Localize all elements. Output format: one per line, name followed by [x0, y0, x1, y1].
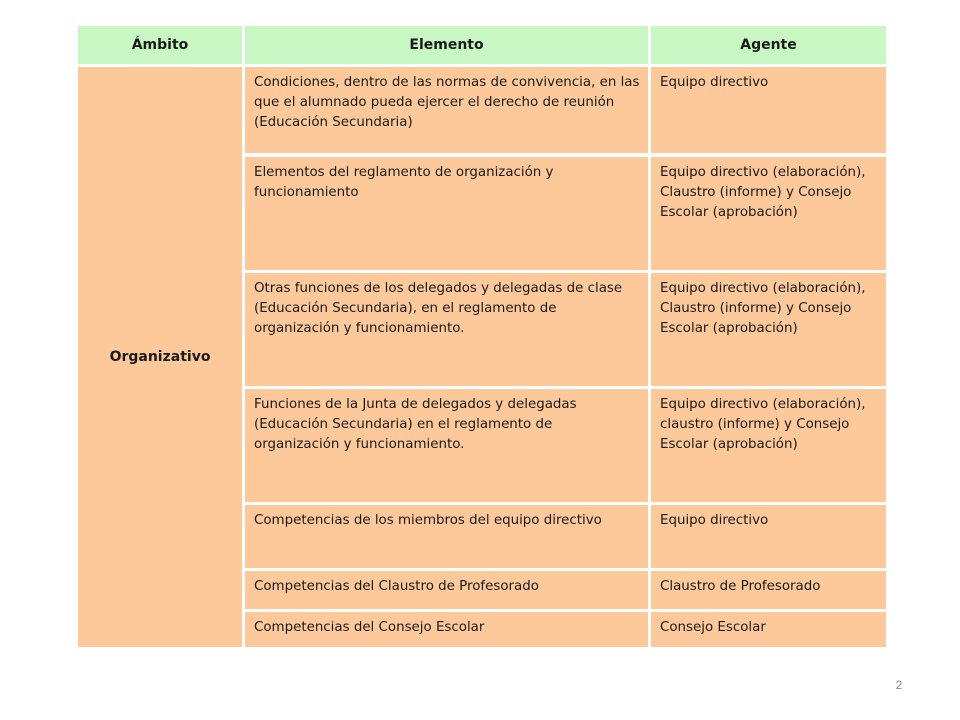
- row-7-agente: Consejo Escolar: [651, 612, 886, 647]
- row-5-elemento: Competencias de los miembros del equipo directivo: [245, 505, 648, 568]
- row-6-agente: Claustro de Profesorado: [651, 571, 886, 609]
- header-agente: Agente: [651, 26, 886, 64]
- row-7-elemento: Competencias del Consejo Escolar: [245, 612, 648, 647]
- header-elemento: Elemento: [245, 26, 648, 64]
- row-4-elemento: Funciones de la Junta de delegados y delegadas (Educación Secundaria) en el reglamento de organización y funcionamiento.: [245, 389, 648, 502]
- row-1-agente: Equipo directivo: [651, 67, 886, 153]
- organization-table: [78, 26, 886, 647]
- page-number: 2: [895, 678, 903, 692]
- row-5-agente: Equipo directivo: [651, 505, 886, 568]
- row-3-agente: Equipo directivo (elaboración), Claustro (informe) y Consejo Escolar (aprobación): [651, 273, 886, 386]
- row-2-elemento: Elementos del reglamento de organización y funcionamiento: [245, 157, 648, 270]
- header-ambito: Ámbito: [78, 26, 242, 64]
- row-2-agente: Equipo directivo (elaboración), Claustro (informe) y Consejo Escolar (aprobación): [651, 157, 886, 270]
- ambito-cell: Organizativo: [78, 67, 242, 647]
- row-6-elemento: Competencias del Claustro de Profesorado: [245, 571, 648, 609]
- row-1-elemento: Condiciones, dentro de las normas de convivencia, en las que el alumnado pueda ejercer el derecho de reunión (Educación Secundaria): [245, 67, 648, 153]
- row-3-elemento: Otras funciones de los delegados y delegadas de clase (Educación Secundaria), en el reglamento de organización y funcionamiento.: [245, 273, 648, 386]
- row-4-agente: Equipo directivo (elaboración), claustro (informe) y Consejo Escolar (aprobación): [651, 389, 886, 502]
